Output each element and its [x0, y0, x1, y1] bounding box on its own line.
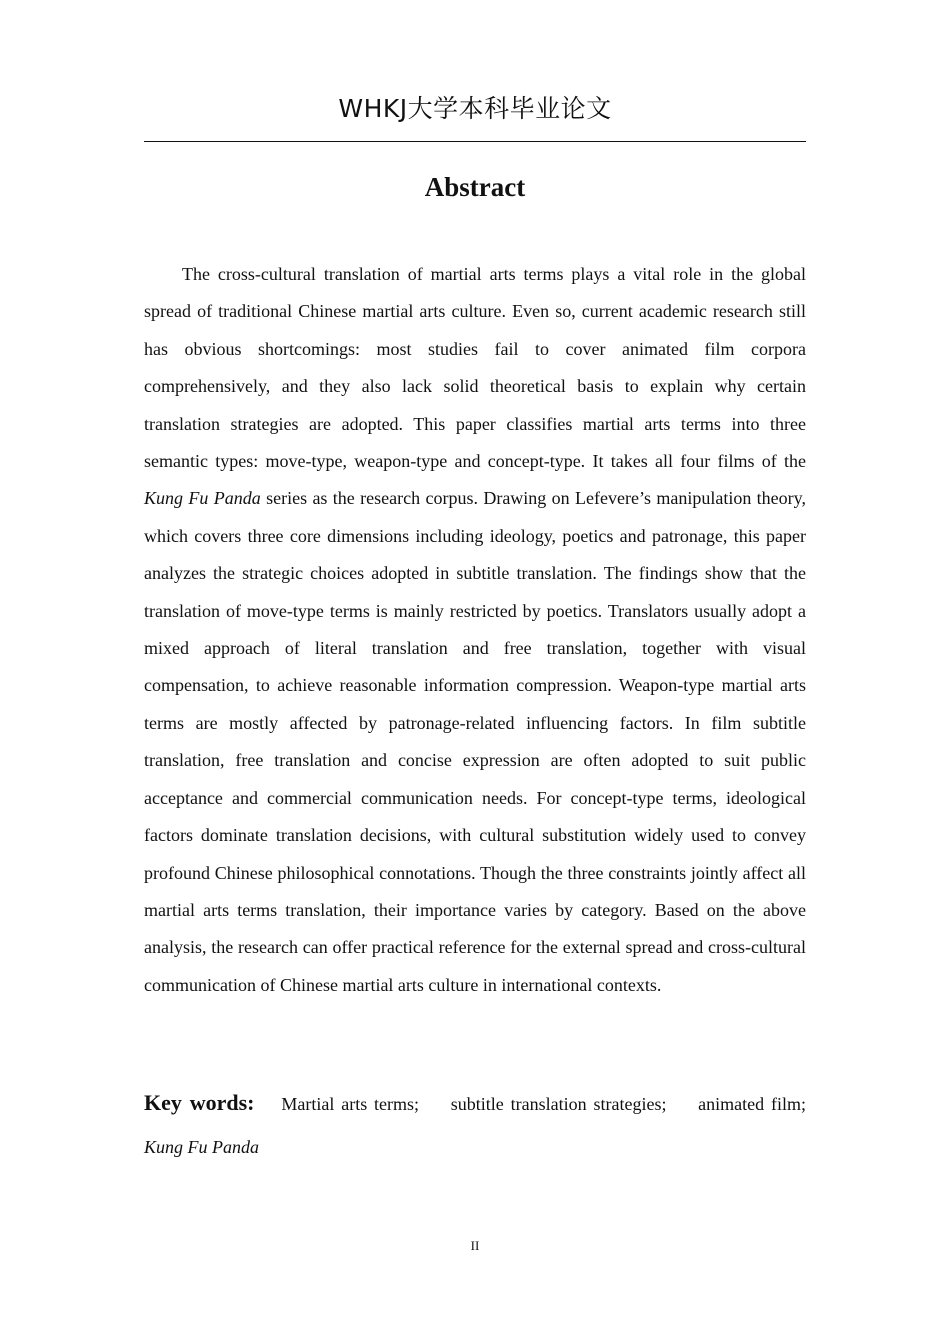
abstract-paragraph — [144, 256, 806, 1004]
page-number: II — [470, 1238, 480, 1253]
abstract-heading: Abstract — [424, 172, 526, 202]
abstract-text-part1: The cross-cultural translation of martial arts terms plays a vital role in the global spread of traditional Chinese martial arts culture. Even so, current academic research still has obvious shortcomings: most studies fail to cover animated film corpora comprehensively, and they also lack solid theoretical basis to explain why certain translation strategies are adopted. This paper classifies martial arts terms into three semantic types: move-type, weapon-type and concept-type. It takes all four films of the — [144, 264, 806, 472]
keyword-item: Martial arts terms; — [281, 1094, 420, 1114]
keywords-label: Key words: — [144, 1090, 255, 1115]
keywords-section — [144, 1081, 806, 1169]
header-divider — [144, 141, 806, 142]
running-header-title: WHKJ大学本科毕业论文 — [338, 94, 612, 123]
keyword-item: Kung Fu Panda — [144, 1137, 259, 1157]
keyword-item: subtitle translation strategies; — [450, 1094, 667, 1114]
keyword-item: animated film; — [698, 1094, 806, 1114]
abstract-text-part2: series as the research corpus. Drawing on Lefevere’s manipulation theory, which covers three core dimensions including ideology, poetics and patronage, this paper analyzes the strategic choices adopted in subtitle translation. The findings show that the translation of move-type terms is mainly restricted by poetics. Translators usually adopt a mixed approach of literal translation and free translation, together with visual compensation, to achieve reasonable information compression. Weapon-type martial arts terms are mostly affected by patronage-related influencing factors. In film subtitle translation, free translation and concise expression are often adopted to suit public acceptance and commercial communication needs. For concept-type terms, ideological factors dominate translation decisions, with cultural substitution widely used to convey profound Chinese philosophical connotations. Though the three constraints jointly affect all martial arts terms translation, their importance varies by category. Based on the above analysis, the research can offer practical reference for the external spread and cross-cultural communication of Chinese martial arts culture in international contexts. — [144, 488, 807, 995]
abstract-film-title: Kung Fu Panda — [144, 488, 261, 509]
